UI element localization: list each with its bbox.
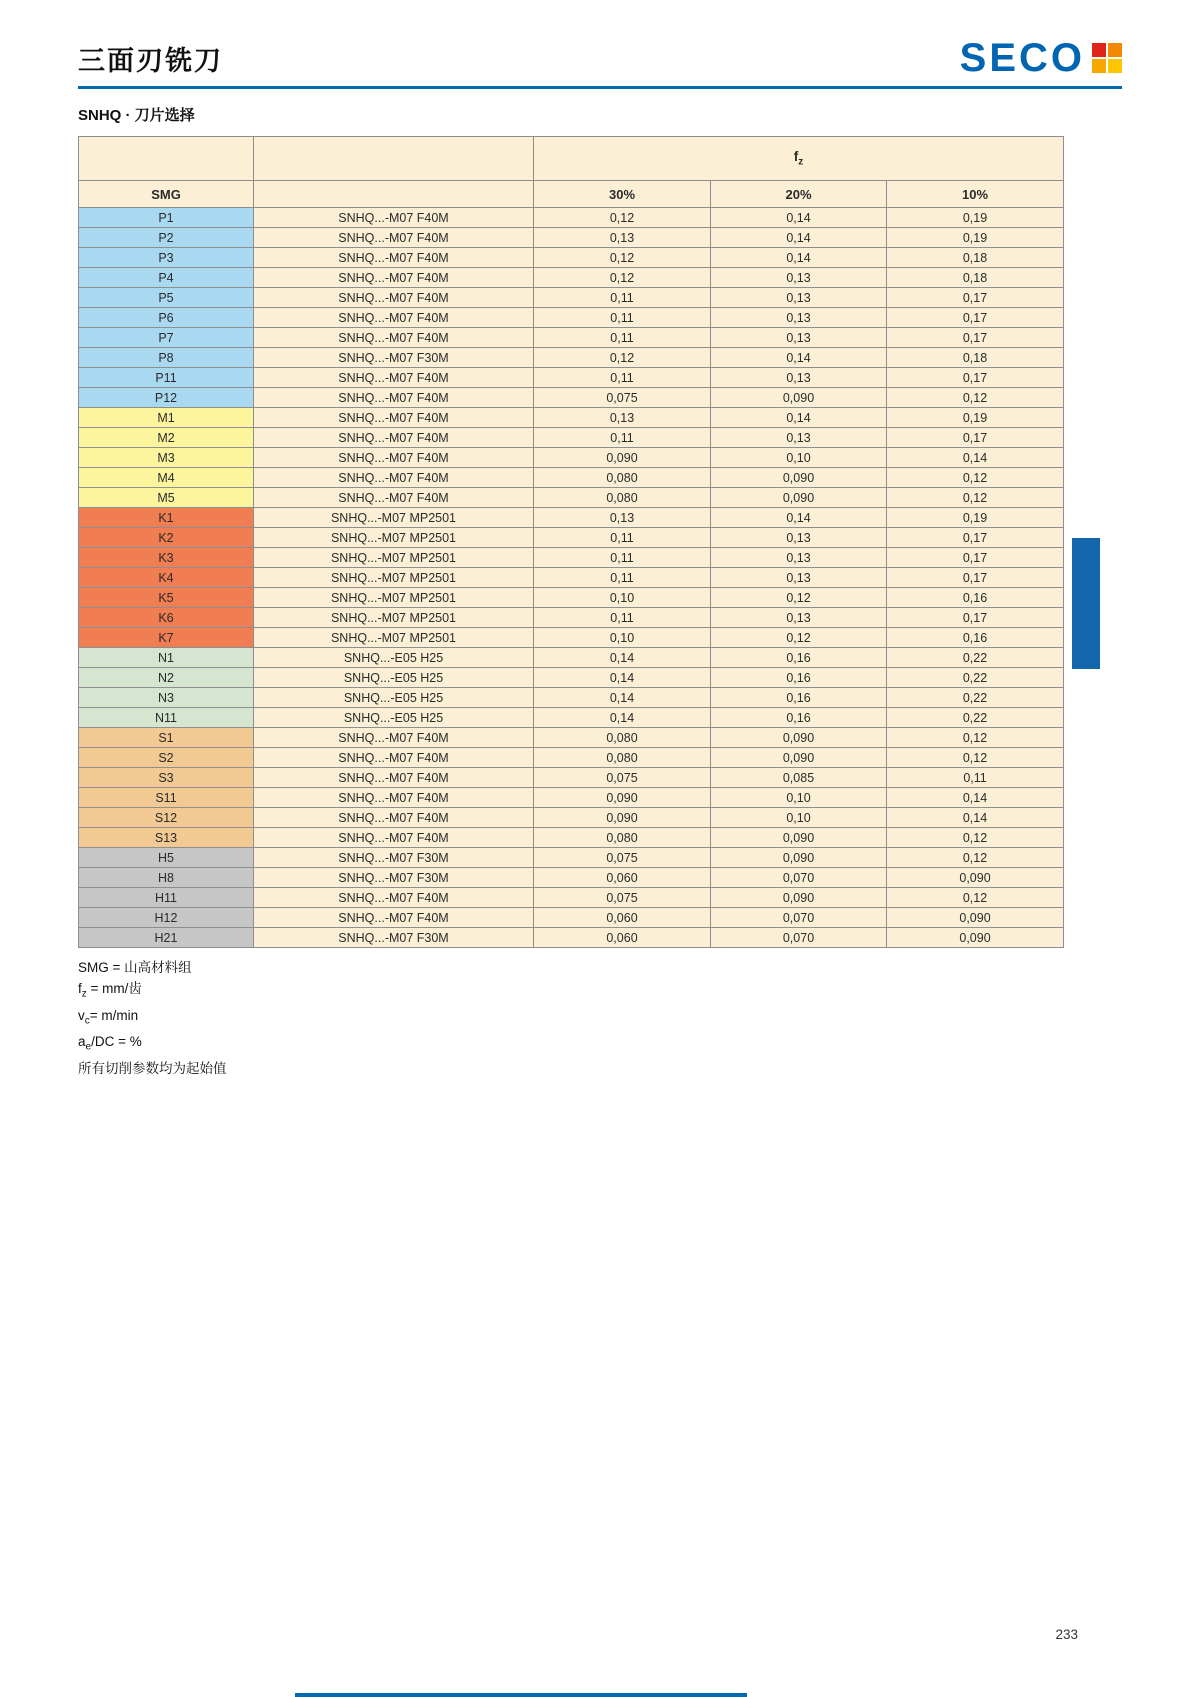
fz-header-row <box>79 137 1064 181</box>
insert-designation-cell: SNHQ...-M07 F40M <box>254 448 534 468</box>
insert-designation-cell: SNHQ...-M07 F40M <box>254 208 534 228</box>
footnote: $a_e/DC$ = % <box>78 1034 142 1054</box>
fz-value-cell: 0,17 <box>887 328 1064 348</box>
smg-cell: K3 <box>79 548 254 568</box>
fz-value-cell: 0,14 <box>711 248 887 268</box>
table-row <box>79 208 1064 228</box>
smg-cell: K1 <box>79 508 254 528</box>
logo-yellow-square <box>1108 59 1122 73</box>
smg-cell: K6 <box>79 608 254 628</box>
fz-value-cell: 0,13 <box>711 608 887 628</box>
footer-bar <box>295 1693 747 1697</box>
fz-value-cell: 0,075 <box>534 848 711 868</box>
fz-value-cell: 0,12 <box>887 828 1064 848</box>
smg-cell: P11 <box>79 368 254 388</box>
table-row <box>79 908 1064 928</box>
fz-value-cell: 0,19 <box>887 208 1064 228</box>
smg-cell: P2 <box>79 228 254 248</box>
insert-designation-cell: SNHQ...-M07 MP2501 <box>254 588 534 608</box>
fz-value-cell: 0,075 <box>534 888 711 908</box>
fz-value-cell: 0,12 <box>887 468 1064 488</box>
empty-header-cell <box>79 137 254 181</box>
fz-value-cell: 0,13 <box>534 408 711 428</box>
smg-cell: P6 <box>79 308 254 328</box>
fz-value-cell: 0,060 <box>534 868 711 888</box>
seco-logo <box>960 38 1122 78</box>
fz-value-cell: 0,19 <box>887 228 1064 248</box>
seco-logo-mark-icon <box>1092 43 1122 73</box>
table-row <box>79 248 1064 268</box>
fz-subscript: z <box>798 156 804 168</box>
fz-value-cell: 0,090 <box>711 388 887 408</box>
fz-value-cell: 0,13 <box>711 428 887 448</box>
fz-value-cell: 0,14 <box>711 508 887 528</box>
insert-designation-cell: SNHQ...-M07 F30M <box>254 868 534 888</box>
insert-designation-cell: SNHQ...-M07 F40M <box>254 908 534 928</box>
insert-designation-cell: SNHQ...-M07 F40M <box>254 728 534 748</box>
table-row <box>79 868 1064 888</box>
fz-value-cell: 0,16 <box>711 668 887 688</box>
table-row <box>79 928 1064 948</box>
footnote: SMG = 山高材料组 <box>78 960 192 975</box>
fz-value-cell: 0,17 <box>887 548 1064 568</box>
table-row <box>79 808 1064 828</box>
insert-designation-cell: SNHQ...-M07 F40M <box>254 248 534 268</box>
fz-value-cell: 0,12 <box>887 728 1064 748</box>
smg-cell: N2 <box>79 668 254 688</box>
smg-cell: S11 <box>79 788 254 808</box>
smg-cell: P5 <box>79 288 254 308</box>
smg-cell: M3 <box>79 448 254 468</box>
table-row <box>79 488 1064 508</box>
footnotes <box>78 957 1122 1079</box>
table-row <box>79 728 1064 748</box>
smg-cell: N11 <box>79 708 254 728</box>
fz-value-cell: 0,10 <box>534 588 711 608</box>
table-row <box>79 388 1064 408</box>
fz-value-cell: 0,14 <box>534 708 711 728</box>
table-row <box>79 588 1064 608</box>
fz-value-cell: 0,12 <box>887 888 1064 908</box>
insert-designation-cell: SNHQ...-M07 F30M <box>254 848 534 868</box>
insert-designation-cell: SNHQ...-M07 F40M <box>254 888 534 908</box>
fz-value-cell: 0,18 <box>887 348 1064 368</box>
table-row <box>79 748 1064 768</box>
smg-cell: S12 <box>79 808 254 828</box>
smg-cell: N1 <box>79 648 254 668</box>
smg-cell: M4 <box>79 468 254 488</box>
table-row <box>79 228 1064 248</box>
table-row <box>79 308 1064 328</box>
logo-red-square <box>1092 43 1106 57</box>
table-row <box>79 268 1064 288</box>
fz-header <box>534 137 1064 181</box>
fz-value-cell: 0,090 <box>887 908 1064 928</box>
insert-designation-cell: SNHQ...-M07 MP2501 <box>254 508 534 528</box>
empty-header-cell <box>254 181 534 208</box>
table-row <box>79 428 1064 448</box>
col-header-10: 10% <box>887 181 1064 208</box>
smg-cell: H12 <box>79 908 254 928</box>
insert-designation-cell: SNHQ...-M07 F40M <box>254 788 534 808</box>
fz-value-cell: 0,12 <box>711 588 887 608</box>
table-row <box>79 708 1064 728</box>
fz-value-cell: 0,13 <box>711 288 887 308</box>
smg-cell: H5 <box>79 848 254 868</box>
insert-designation-cell: SNHQ...-M07 MP2501 <box>254 548 534 568</box>
fz-value-cell: 0,090 <box>887 928 1064 948</box>
col-header-30: 30% <box>534 181 711 208</box>
table-head <box>79 137 1064 208</box>
insert-designation-cell: SNHQ...-M07 F40M <box>254 328 534 348</box>
smg-cell: P4 <box>79 268 254 288</box>
smg-cell: K2 <box>79 528 254 548</box>
fz-value-cell: 0,19 <box>887 408 1064 428</box>
fz-value-cell: 0,090 <box>711 848 887 868</box>
insert-designation-cell: SNHQ...-M07 F40M <box>254 388 534 408</box>
fz-value-cell: 0,10 <box>711 448 887 468</box>
table-row <box>79 848 1064 868</box>
fz-value-cell: 0,13 <box>534 228 711 248</box>
fz-value-cell: 0,12 <box>534 268 711 288</box>
fz-value-cell: 0,13 <box>711 308 887 328</box>
smg-cell: S3 <box>79 768 254 788</box>
fz-value-cell: 0,18 <box>887 268 1064 288</box>
empty-header-cell <box>254 137 534 181</box>
insert-designation-cell: SNHQ...-M07 F40M <box>254 488 534 508</box>
fz-value-cell: 0,14 <box>534 668 711 688</box>
insert-designation-cell: SNHQ...-M07 F40M <box>254 748 534 768</box>
fz-value-cell: 0,17 <box>887 608 1064 628</box>
fz-value-cell: 0,10 <box>711 788 887 808</box>
fz-value-cell: 0,17 <box>887 528 1064 548</box>
fz-value-cell: 0,10 <box>711 808 887 828</box>
fz-value-cell: 0,22 <box>887 648 1064 668</box>
table-row <box>79 568 1064 588</box>
smg-cell: P1 <box>79 208 254 228</box>
fz-value-cell: 0,16 <box>887 588 1064 608</box>
smg-column-header: SMG <box>79 181 254 208</box>
smg-cell: H11 <box>79 888 254 908</box>
fz-value-cell: 0,090 <box>534 788 711 808</box>
smg-cell: K7 <box>79 628 254 648</box>
fz-value-cell: 0,17 <box>887 368 1064 388</box>
insert-designation-cell: SNHQ...-E05 H25 <box>254 668 534 688</box>
smg-cell: N3 <box>79 688 254 708</box>
insert-designation-cell: SNHQ...-M07 F40M <box>254 268 534 288</box>
fz-value-cell: 0,14 <box>711 348 887 368</box>
table-row <box>79 288 1064 308</box>
fz-value-cell: 0,090 <box>711 828 887 848</box>
smg-cell: S2 <box>79 748 254 768</box>
fz-value-cell: 0,17 <box>887 308 1064 328</box>
logo-orange-square <box>1108 43 1122 57</box>
insert-designation-cell: SNHQ...-M07 MP2501 <box>254 608 534 628</box>
fz-value-cell: 0,12 <box>534 208 711 228</box>
insert-designation-cell: SNHQ...-M07 F40M <box>254 228 534 248</box>
fz-value-cell: 0,13 <box>711 528 887 548</box>
fz-value-cell: 0,17 <box>887 288 1064 308</box>
table-row <box>79 528 1064 548</box>
fz-value-cell: 0,070 <box>711 908 887 928</box>
insert-designation-cell: SNHQ...-M07 F40M <box>254 308 534 328</box>
fz-value-cell: 0,12 <box>887 388 1064 408</box>
insert-designation-cell: SNHQ...-M07 F40M <box>254 768 534 788</box>
smg-cell: M1 <box>79 408 254 428</box>
table-row <box>79 348 1064 368</box>
fz-value-cell: 0,11 <box>534 528 711 548</box>
fz-value-cell: 0,090 <box>711 888 887 908</box>
fz-value-cell: 0,090 <box>711 748 887 768</box>
fz-value-cell: 0,13 <box>711 368 887 388</box>
fz-value-cell: 0,090 <box>887 868 1064 888</box>
table-row <box>79 608 1064 628</box>
fz-value-cell: 0,14 <box>711 408 887 428</box>
fz-value-cell: 0,16 <box>711 648 887 668</box>
fz-value-cell: 0,090 <box>711 728 887 748</box>
fz-value-cell: 0,12 <box>887 848 1064 868</box>
insert-designation-cell: SNHQ...-M07 F40M <box>254 428 534 448</box>
footnote: $v_c= m/\min$ <box>78 1007 139 1027</box>
fz-value-cell: 0,22 <box>887 708 1064 728</box>
fz-value-cell: 0,12 <box>534 248 711 268</box>
table-row <box>79 648 1064 668</box>
insert-designation-cell: SNHQ...-M07 F40M <box>254 808 534 828</box>
fz-value-cell: 0,090 <box>711 488 887 508</box>
fz-value-cell: 0,22 <box>887 668 1064 688</box>
table-row <box>79 448 1064 468</box>
table-row <box>79 508 1064 528</box>
fz-value-cell: 0,16 <box>711 688 887 708</box>
section-subtitle: SNHQ · 刀片选择 <box>78 107 195 124</box>
table-row <box>79 768 1064 788</box>
fz-value-cell: 0,080 <box>534 488 711 508</box>
fz-value-cell: 0,075 <box>534 388 711 408</box>
smg-cell: S1 <box>79 728 254 748</box>
table-row <box>79 668 1064 688</box>
column-header-row <box>79 181 1064 208</box>
table-row <box>79 828 1064 848</box>
table-row <box>79 408 1064 428</box>
fz-value-cell: 0,14 <box>534 688 711 708</box>
table-row <box>79 368 1064 388</box>
table-row <box>79 628 1064 648</box>
smg-cell: H21 <box>79 928 254 948</box>
fz-value-cell: 0,13 <box>711 268 887 288</box>
page-header <box>78 0 1122 78</box>
fz-value-cell: 0,11 <box>887 768 1064 788</box>
page-number: 233 <box>1055 1627 1078 1642</box>
fz-value-cell: 0,14 <box>887 448 1064 468</box>
fz-value-cell: 0,17 <box>887 568 1064 588</box>
fz-value-cell: 0,11 <box>534 428 711 448</box>
fz-value-cell: 0,075 <box>534 768 711 788</box>
fz-value-cell: 0,14 <box>887 808 1064 828</box>
insert-designation-cell: SNHQ...-M07 MP2501 <box>254 528 534 548</box>
insert-designation-cell: SNHQ...-M07 MP2501 <box>254 568 534 588</box>
fz-value-cell: 0,14 <box>887 788 1064 808</box>
page-title: 三面刃铣刀 <box>78 46 223 76</box>
table-row <box>79 688 1064 708</box>
fz-value-cell: 0,14 <box>534 648 711 668</box>
smg-cell: P8 <box>79 348 254 368</box>
smg-cell: K4 <box>79 568 254 588</box>
table-row <box>79 548 1064 568</box>
fz-value-cell: 0,22 <box>887 688 1064 708</box>
fz-value-cell: 0,12 <box>887 748 1064 768</box>
content-area <box>78 0 1122 1079</box>
fz-value-cell: 0,18 <box>887 248 1064 268</box>
fz-value-cell: 0,11 <box>534 548 711 568</box>
insert-designation-cell: SNHQ...-E05 H25 <box>254 648 534 668</box>
fz-value-cell: 0,070 <box>711 928 887 948</box>
smg-cell: M5 <box>79 488 254 508</box>
fz-value-cell: 0,16 <box>887 628 1064 648</box>
table-row <box>79 468 1064 488</box>
fz-value-cell: 0,11 <box>534 308 711 328</box>
smg-cell: K5 <box>79 588 254 608</box>
smg-cell: M2 <box>79 428 254 448</box>
logo-orange2-square <box>1092 59 1106 73</box>
fz-value-cell: 0,060 <box>534 908 711 928</box>
insert-designation-cell: SNHQ...-M07 F40M <box>254 468 534 488</box>
fz-value-cell: 0,080 <box>534 468 711 488</box>
fz-value-cell: 0,090 <box>534 808 711 828</box>
seco-logo-text: SECO <box>959 36 1085 80</box>
fz-value-cell: 0,16 <box>711 708 887 728</box>
fz-value-cell: 0,060 <box>534 928 711 948</box>
footnote: $f_z = mm/$齿 <box>78 981 142 1000</box>
header-divider <box>78 86 1122 89</box>
insert-designation-cell: SNHQ...-M07 F30M <box>254 348 534 368</box>
fz-value-cell: 0,17 <box>887 428 1064 448</box>
section-side-tab <box>1072 538 1100 669</box>
fz-value-cell: 0,11 <box>534 288 711 308</box>
fz-value-cell: 0,14 <box>711 208 887 228</box>
fz-value-cell: 0,11 <box>534 568 711 588</box>
fz-value-cell: 0,13 <box>534 508 711 528</box>
fz-value-cell: 0,080 <box>534 828 711 848</box>
fz-value-cell: 0,12 <box>711 628 887 648</box>
table-row <box>79 328 1064 348</box>
smg-cell: H8 <box>79 868 254 888</box>
insert-designation-cell: SNHQ...-M07 F40M <box>254 368 534 388</box>
smg-cell: P7 <box>79 328 254 348</box>
insert-designation-cell: SNHQ...-E05 H25 <box>254 708 534 728</box>
insert-selection-table <box>78 136 1064 948</box>
fz-value-cell: 0,10 <box>534 628 711 648</box>
fz-value-cell: 0,12 <box>534 348 711 368</box>
col-header-20: 20% <box>711 181 887 208</box>
fz-value-cell: 0,13 <box>711 328 887 348</box>
insert-designation-cell: SNHQ...-E05 H25 <box>254 688 534 708</box>
footnote: 所有切削参数均为起始值 <box>78 1061 227 1077</box>
table-body <box>79 208 1064 948</box>
insert-designation-cell: SNHQ...-M07 F40M <box>254 408 534 428</box>
smg-cell: P12 <box>79 388 254 408</box>
fz-value-cell: 0,12 <box>887 488 1064 508</box>
fz-value-cell: 0,11 <box>534 368 711 388</box>
fz-value-cell: 0,070 <box>711 868 887 888</box>
table-row <box>79 788 1064 808</box>
insert-designation-cell: SNHQ...-M07 F40M <box>254 828 534 848</box>
fz-value-cell: 0,085 <box>711 768 887 788</box>
fz-value-cell: 0,13 <box>711 548 887 568</box>
fz-value-cell: 0,13 <box>711 568 887 588</box>
fz-value-cell: 0,19 <box>887 508 1064 528</box>
fz-value-cell: 0,11 <box>534 328 711 348</box>
smg-cell: S13 <box>79 828 254 848</box>
fz-value-cell: 0,11 <box>534 608 711 628</box>
fz-value-cell: 0,090 <box>534 448 711 468</box>
fz-value-cell: 0,080 <box>534 748 711 768</box>
insert-designation-cell: SNHQ...-M07 MP2501 <box>254 628 534 648</box>
fz-value-cell: 0,14 <box>711 228 887 248</box>
fz-value-cell: 0,080 <box>534 728 711 748</box>
table-row <box>79 888 1064 908</box>
smg-cell: P3 <box>79 248 254 268</box>
insert-designation-cell: SNHQ...-M07 F40M <box>254 288 534 308</box>
insert-designation-cell: SNHQ...-M07 F30M <box>254 928 534 948</box>
fz-value-cell: 0,090 <box>711 468 887 488</box>
fz-label: f <box>793 149 799 165</box>
